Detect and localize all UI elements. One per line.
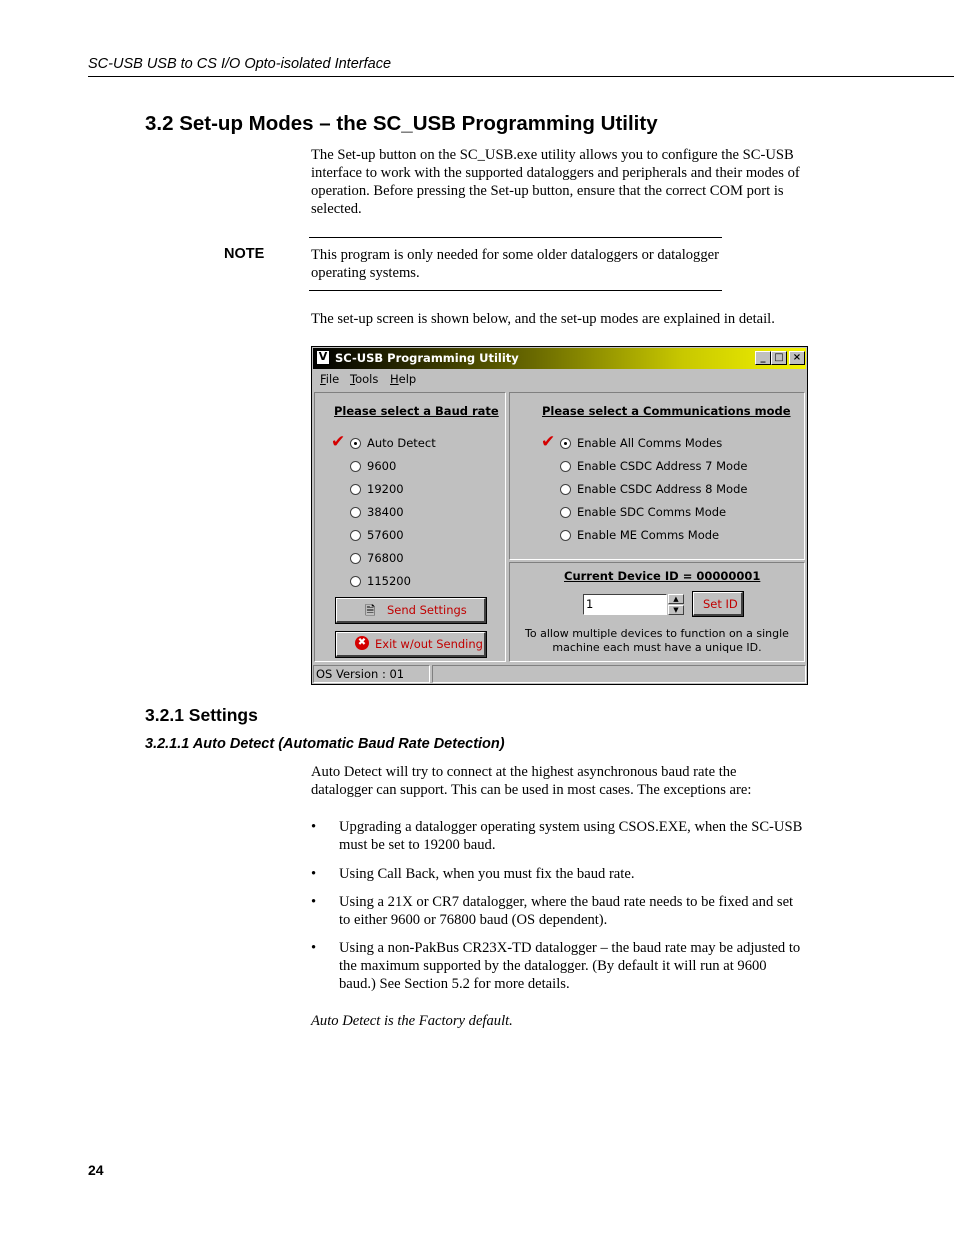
baud-option-label: 115200 <box>367 574 411 588</box>
baud-option-label: 38400 <box>367 505 404 519</box>
minimize-button[interactable]: _ <box>755 351 771 365</box>
maximize-button[interactable]: □ <box>771 351 787 365</box>
setup-screen-paragraph: The set-up screen is shown below, and the set-up modes are explained in detail. <box>311 311 775 327</box>
comms-option-label: Enable All Comms Modes <box>577 436 723 450</box>
baud-radio[interactable] <box>350 553 361 564</box>
exit-without-sending-button[interactable]: ✖ Exit w/out Sending <box>336 632 486 657</box>
baud-option-label: 9600 <box>367 459 397 473</box>
auto-detect-heading: 3.2.1.1 Auto Detect (Automatic Baud Rate Detection) <box>145 736 505 752</box>
comms-radio[interactable] <box>560 484 571 495</box>
checkmark-icon: ✔ <box>331 432 346 452</box>
intro-paragraph: The Set-up button on the SC_USB.exe utility allows you to configure the SC-USB interface to work with the supported dataloggers and peripherals and their modes of operation. Before pressing the Set-up button, ensure that the correct COM port is selected. <box>311 147 800 217</box>
baud-radio[interactable] <box>350 507 361 518</box>
stop-icon: ✖ <box>355 636 369 650</box>
status-os-version: OS Version : 01 <box>313 665 430 683</box>
checkmark-icon: ✔ <box>541 432 556 452</box>
comms-option-label: Enable ME Comms Mode <box>577 528 720 542</box>
baud-panel-title: Please select a Baud rate <box>334 404 499 418</box>
baud-rate-panel <box>314 392 506 662</box>
window-title: SC-USB Programming Utility <box>335 351 519 365</box>
programming-utility-window <box>311 346 808 685</box>
page-number: 24 <box>88 1162 104 1178</box>
menu-bar <box>313 370 806 390</box>
comms-panel-title: Please select a Communications mode <box>542 404 791 418</box>
note-text: This program is only needed for some older dataloggers or datalogger operating systems. <box>311 247 719 281</box>
baud-option-label: 19200 <box>367 482 404 496</box>
note-top-rule <box>309 237 722 238</box>
baud-radio[interactable] <box>350 438 361 449</box>
menu-tools[interactable]: Tools <box>350 372 379 386</box>
comms-mode-panel <box>509 392 805 560</box>
spin-down-button[interactable]: ▼ <box>668 605 684 615</box>
note-bottom-rule <box>309 290 722 291</box>
comms-radio[interactable] <box>560 530 571 541</box>
comms-option-label: Enable CSDC Address 8 Mode <box>577 482 748 496</box>
baud-option-label: 57600 <box>367 528 404 542</box>
comms-radio[interactable] <box>560 438 571 449</box>
factory-default-note: Auto Detect is the Factory default. <box>311 1013 513 1029</box>
baud-option-label: 76800 <box>367 551 404 565</box>
comms-radio[interactable] <box>560 461 571 472</box>
comms-radio[interactable] <box>560 507 571 518</box>
settings-heading: 3.2.1 Settings <box>145 705 258 725</box>
app-icon: V <box>316 350 330 365</box>
header-rule <box>88 76 954 77</box>
send-icon: 🗎 <box>365 604 376 619</box>
spin-up-button[interactable]: ▲ <box>668 594 684 604</box>
running-header: SC-USB USB to CS I/O Opto-isolated Interface <box>88 56 392 72</box>
title-bar[interactable] <box>313 348 806 369</box>
comms-option-label: Enable SDC Comms Mode <box>577 505 727 519</box>
device-id-input[interactable]: 1 <box>583 594 667 615</box>
baud-radio[interactable] <box>350 530 361 541</box>
comms-option-label: Enable CSDC Address 7 Mode <box>577 459 748 473</box>
menu-file[interactable]: File <box>320 372 340 386</box>
id-help-text: To allow multiple devices to function on a single machine each must have a unique ID. <box>525 627 789 654</box>
menu-help[interactable]: Help <box>390 372 417 386</box>
auto-detect-paragraph: Auto Detect will try to connect at the highest asynchronous baud rate the datalogger can support. This can be used in most cases. The exceptions are: <box>311 764 752 798</box>
baud-radio[interactable] <box>350 484 361 495</box>
set-id-button[interactable]: Set ID <box>693 592 743 616</box>
close-button[interactable]: × <box>789 351 805 365</box>
status-empty-pane <box>432 665 806 683</box>
baud-radio[interactable] <box>350 576 361 587</box>
baud-option-label: Auto Detect <box>367 436 436 450</box>
note-label: NOTE <box>224 246 265 262</box>
current-device-id: Current Device ID = 00000001 <box>564 569 761 583</box>
send-settings-button[interactable]: 🗎 Send Settings <box>336 598 486 623</box>
section-heading: 3.2 Set-up Modes – the SC_USB Programming Utility <box>145 112 658 135</box>
baud-radio[interactable] <box>350 461 361 472</box>
device-id-panel <box>509 562 805 662</box>
